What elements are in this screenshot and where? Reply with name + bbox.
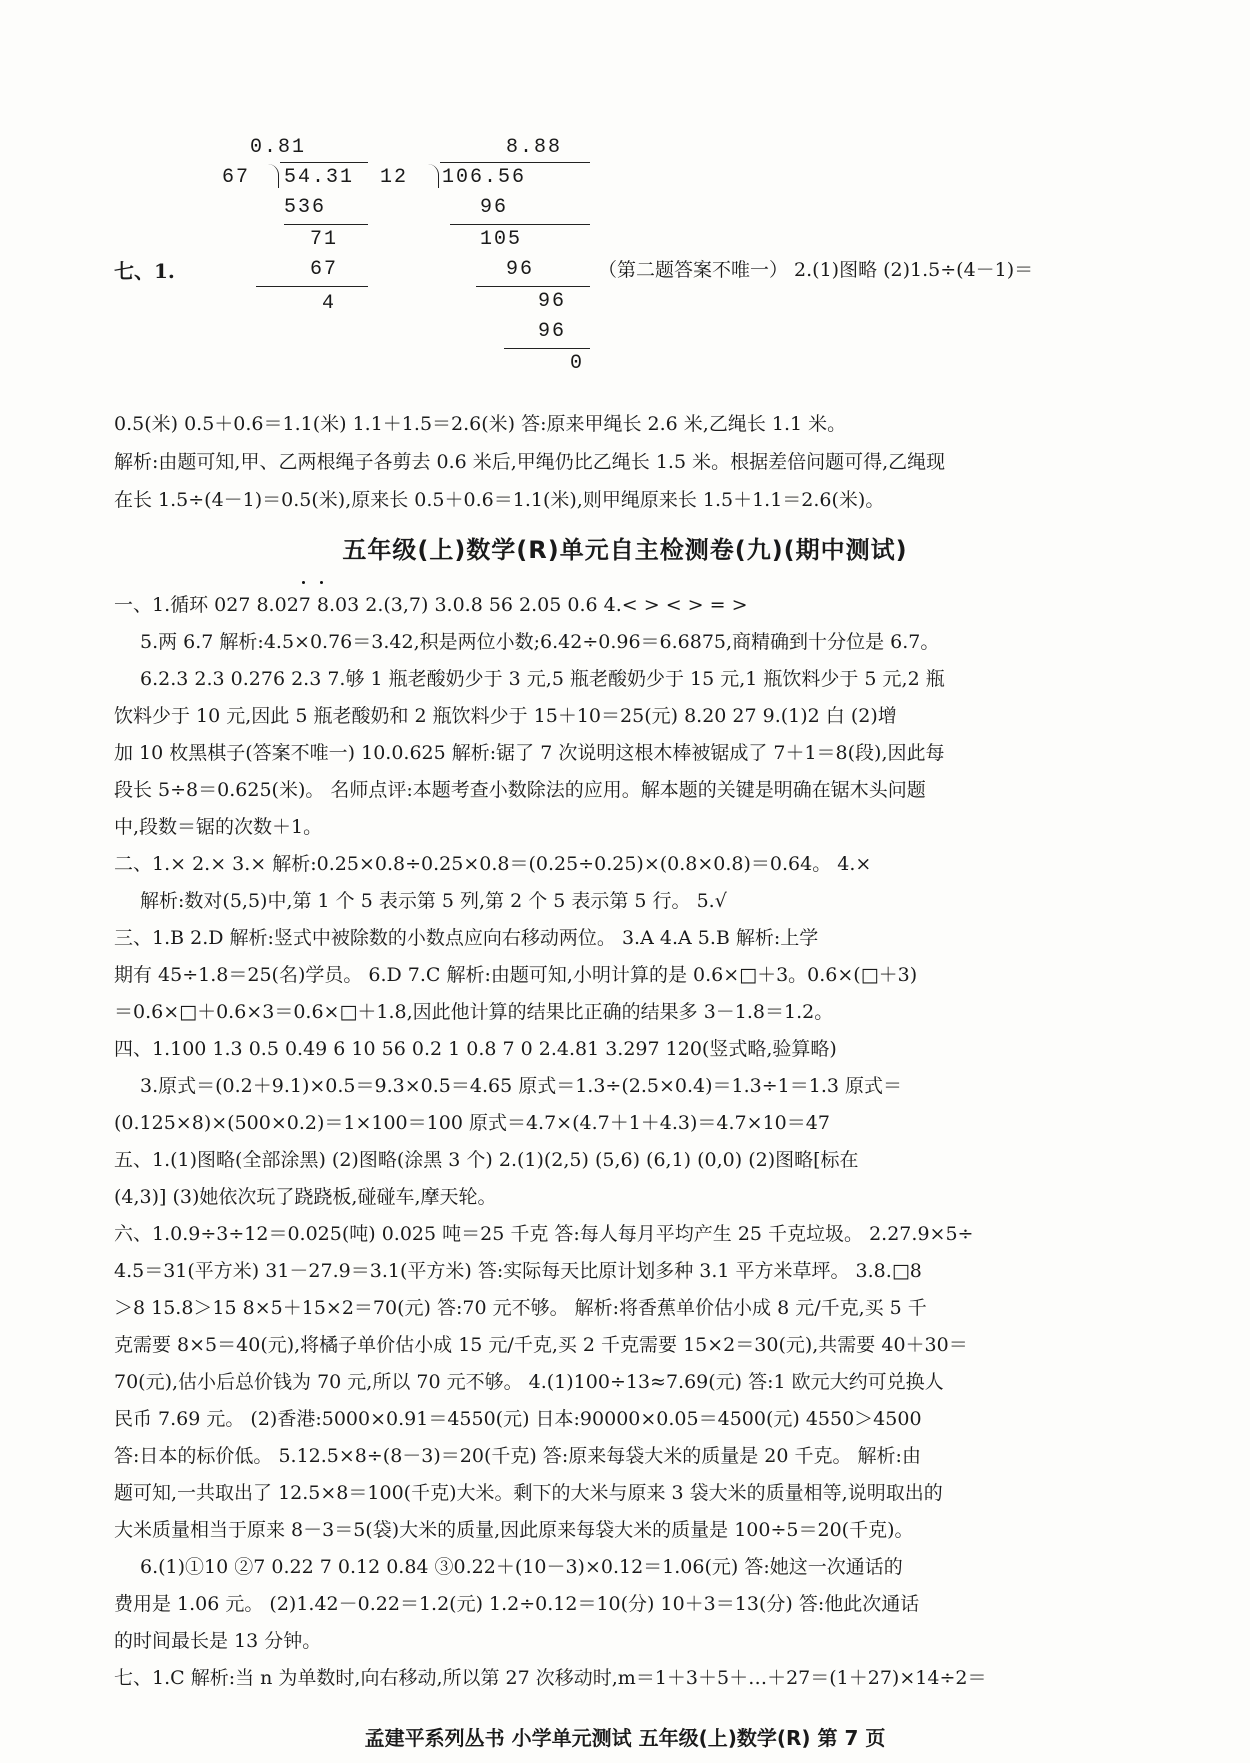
- division2-step3: 96: [506, 258, 535, 281]
- answer-line: 三、1.B 2.D 解析:竖式中被除数的小数点应向右移动两位。 3.A 4.A 5.B 解析:上学: [114, 927, 819, 949]
- answer-line: 四、1.100 1.3 0.5 0.49 6 10 56 0.2 1 0.8 7 0 2.4.81 3.297 120(竖式略,验算略): [114, 1038, 837, 1060]
- division1-divisor: 67: [222, 166, 251, 189]
- answer-line: 段长 5÷8＝0.625(米)。 名师点评:本题考查小数除法的应用。解本题的关键是明确在锯木头问题: [114, 779, 926, 801]
- answer-line: 6.2.3 2.3 0.276 2.3 7.够 1 瓶老酸奶少于 3 元,5 瓶老酸奶少于 15 元,1 瓶饮料少于 5 元,2 瓶: [140, 668, 945, 690]
- page-title: 五年级(上)数学(R)单元自主检测卷(九)(期中测试): [342, 536, 908, 564]
- answer-line: 题可知,一共取出了 12.5×8＝100(千克)大米。剩下的大米与原来 3 袋大米的质量相等,说明取出的: [114, 1482, 943, 1504]
- answer-line-top-1: 0.5(米) 0.5＋0.6＝1.1(米) 1.1＋1.5＝2.6(米) 答:原来甲绳长 2.6 米,乙绳长 1.1 米。: [114, 413, 847, 435]
- answer-line: 饮料少于 10 元,因此 5 瓶老酸奶和 2 瓶饮料少于 15＋10＝25(元) 8.20 27 9.(1)2 白 (2)增: [114, 705, 897, 727]
- answer-line: 3.原式＝(0.2＋9.1)×0.5＝9.3×0.5＝4.65 原式＝1.3÷(2.5×0.4)＝1.3÷1＝1.3 原式＝: [140, 1075, 903, 1097]
- answer-line: 的时间最长是 13 分钟。: [114, 1630, 322, 1652]
- answer-line: 答:日本的标价低。 5.12.5×8÷(8－3)＝20(千克) 答:原来每袋大米的质量是 20 千克。 解析:由: [114, 1445, 921, 1467]
- answer-line: 七、1.C 解析:当 n 为单数时,向右移动,所以第 27 次移动时,m＝1＋3＋5＋…＋27＝(1＋27)×14÷2＝: [114, 1667, 987, 1689]
- answer-line: 加 10 枚黑棋子(答案不唯一) 10.0.625 解析:锯了 7 次说明这根木棒被锯成了 7＋1＝8(段),因此每: [114, 742, 945, 764]
- division2-step2: 105: [480, 228, 523, 251]
- long-division-2: [380, 136, 610, 396]
- answer-line-top-3: 在长 1.5÷(4－1)＝0.5(米),原来长 0.5＋0.6＝1.1(米),则甲绳原来长 1.5＋1.1＝2.6(米)。: [114, 489, 885, 511]
- section-seven-label: 七、1.: [114, 259, 175, 283]
- answer-line: 五、1.(1)图略(全部涂黑) (2)图略(涂黑 3 个) 2.(1)(2,5) (5,6) (6,1) (0,0) (2)图略[标在: [114, 1149, 859, 1171]
- division2-quotient: 8.88: [506, 136, 563, 159]
- answer-line: 克需要 8×5＝40(元),将橘子单价估小成 15 元/千克,买 2 千克需要 15×2＝30(元),共需要 40＋30＝: [114, 1334, 968, 1356]
- division1-step2: 71: [310, 228, 339, 251]
- division1-quotient: 0.81: [250, 136, 307, 159]
- page-footer: 孟建平系列丛书 小学单元测试 五年级(上)数学(R) 第 7 页: [364, 1726, 886, 1750]
- division2-step1: 96: [480, 196, 509, 219]
- answer-line: 民币 7.69 元。 (2)香港:5000×0.91＝4550(元) 日本:90000×0.05＝4500(元) 4550＞4500: [114, 1408, 922, 1430]
- answer-line: 大米质量相当于原来 8－3＝5(袋)大米的质量,因此原来每袋大米的质量是 100÷5＝20(千克)。: [114, 1519, 914, 1541]
- answer-line: 6.(1)①10 ②7 0.22 7 0.12 0.84 ③0.22＋(10－3)×0.12＝1.06(元) 答:她这一次通话的: [140, 1556, 903, 1578]
- answer-line: 70(元),估小后总价钱为 70 元,所以 70 元不够。 4.(1)100÷13≈7.69(元) 答:1 欧元大约可兑换人: [114, 1371, 944, 1393]
- division1-dividend: 54.31: [284, 166, 355, 189]
- answer-line: 费用是 1.06 元。 (2)1.42－0.22＝1.2(元) 1.2÷0.12＝10(分) 10＋3＝13(分) 答:他此次通话: [114, 1593, 920, 1615]
- division2-dividend: 106.56: [442, 166, 527, 189]
- answer-line: 一、1.循环 027 8.027 8.03 2.(3,7) 3.0.8 56 2.05 0.6 4.< > < > = >: [114, 594, 748, 616]
- section-seven-tail: （第二题答案不唯一） 2.(1)图略 (2)1.5÷(4－1)＝: [598, 259, 1034, 281]
- division2-step5: 96: [538, 320, 567, 343]
- division2-step4: 96: [538, 290, 567, 313]
- division1-step3: 67: [310, 258, 339, 281]
- answer-line: ＝0.6×□＋0.6×3＝0.6×□＋1.8,因此他计算的结果比正确的结果多 3－1.8＝1.2。: [114, 1001, 834, 1023]
- answer-line: ＞8 15.8＞15 8×5＋15×2＝70(元) 答:70 元不够。 解析:将香蕉单价估小成 8 元/千克,买 5 千: [114, 1297, 927, 1319]
- answer-line: 中,段数＝锯的次数＋1。: [114, 816, 323, 838]
- answer-line: 二、1.× 2.× 3.× 解析:0.25×0.8÷0.25×0.8＝(0.25÷0.25)×(0.8×0.8)＝0.64。 4.×: [114, 853, 872, 875]
- answer-line-top-2: 解析:由题可知,甲、乙两根绳子各剪去 0.6 米后,甲绳仍比乙绳长 1.5 米。根据差倍问题可得,乙绳现: [114, 451, 946, 473]
- answer-line: 5.两 6.7 解析:4.5×0.76＝3.42,积是两位小数;6.42÷0.96＝6.6875,商精确到十分位是 6.7。: [140, 631, 940, 653]
- repeating-dot: [302, 581, 305, 584]
- division1-remainder: 4: [322, 292, 337, 315]
- answer-line: 4.5＝31(平方米) 31－27.9＝3.1(平方米) 答:实际每天比原计划多种 3.1 平方米草坪。 3.8.□8: [114, 1260, 922, 1282]
- long-division-1: [222, 136, 372, 336]
- answer-line: 期有 45÷1.8＝25(名)学员。 6.D 7.C 解析:由题可知,小明计算的是 0.6×□＋3。0.6×(□＋3): [114, 964, 918, 986]
- division2-remainder: 0: [570, 352, 585, 375]
- answer-line: (0.125×8)×(500×0.2)＝1×100＝100 原式＝4.7×(4.7＋1＋4.3)＝4.7×10＝47: [114, 1112, 830, 1134]
- division1-step1: 536: [284, 196, 327, 219]
- division2-divisor: 12: [380, 166, 409, 189]
- answer-line: (4,3)] (3)她依次玩了跷跷板,碰碰车,摩天轮。: [114, 1186, 497, 1208]
- answer-line: 六、1.0.9÷3÷12＝0.025(吨) 0.025 吨＝25 千克 答:每人每月平均产生 25 千克垃圾。 2.27.9×5÷: [114, 1223, 974, 1245]
- answer-line: 解析:数对(5,5)中,第 1 个 5 表示第 5 列,第 2 个 5 表示第 5 行。 5.√: [140, 890, 727, 912]
- repeating-dot: [320, 581, 323, 584]
